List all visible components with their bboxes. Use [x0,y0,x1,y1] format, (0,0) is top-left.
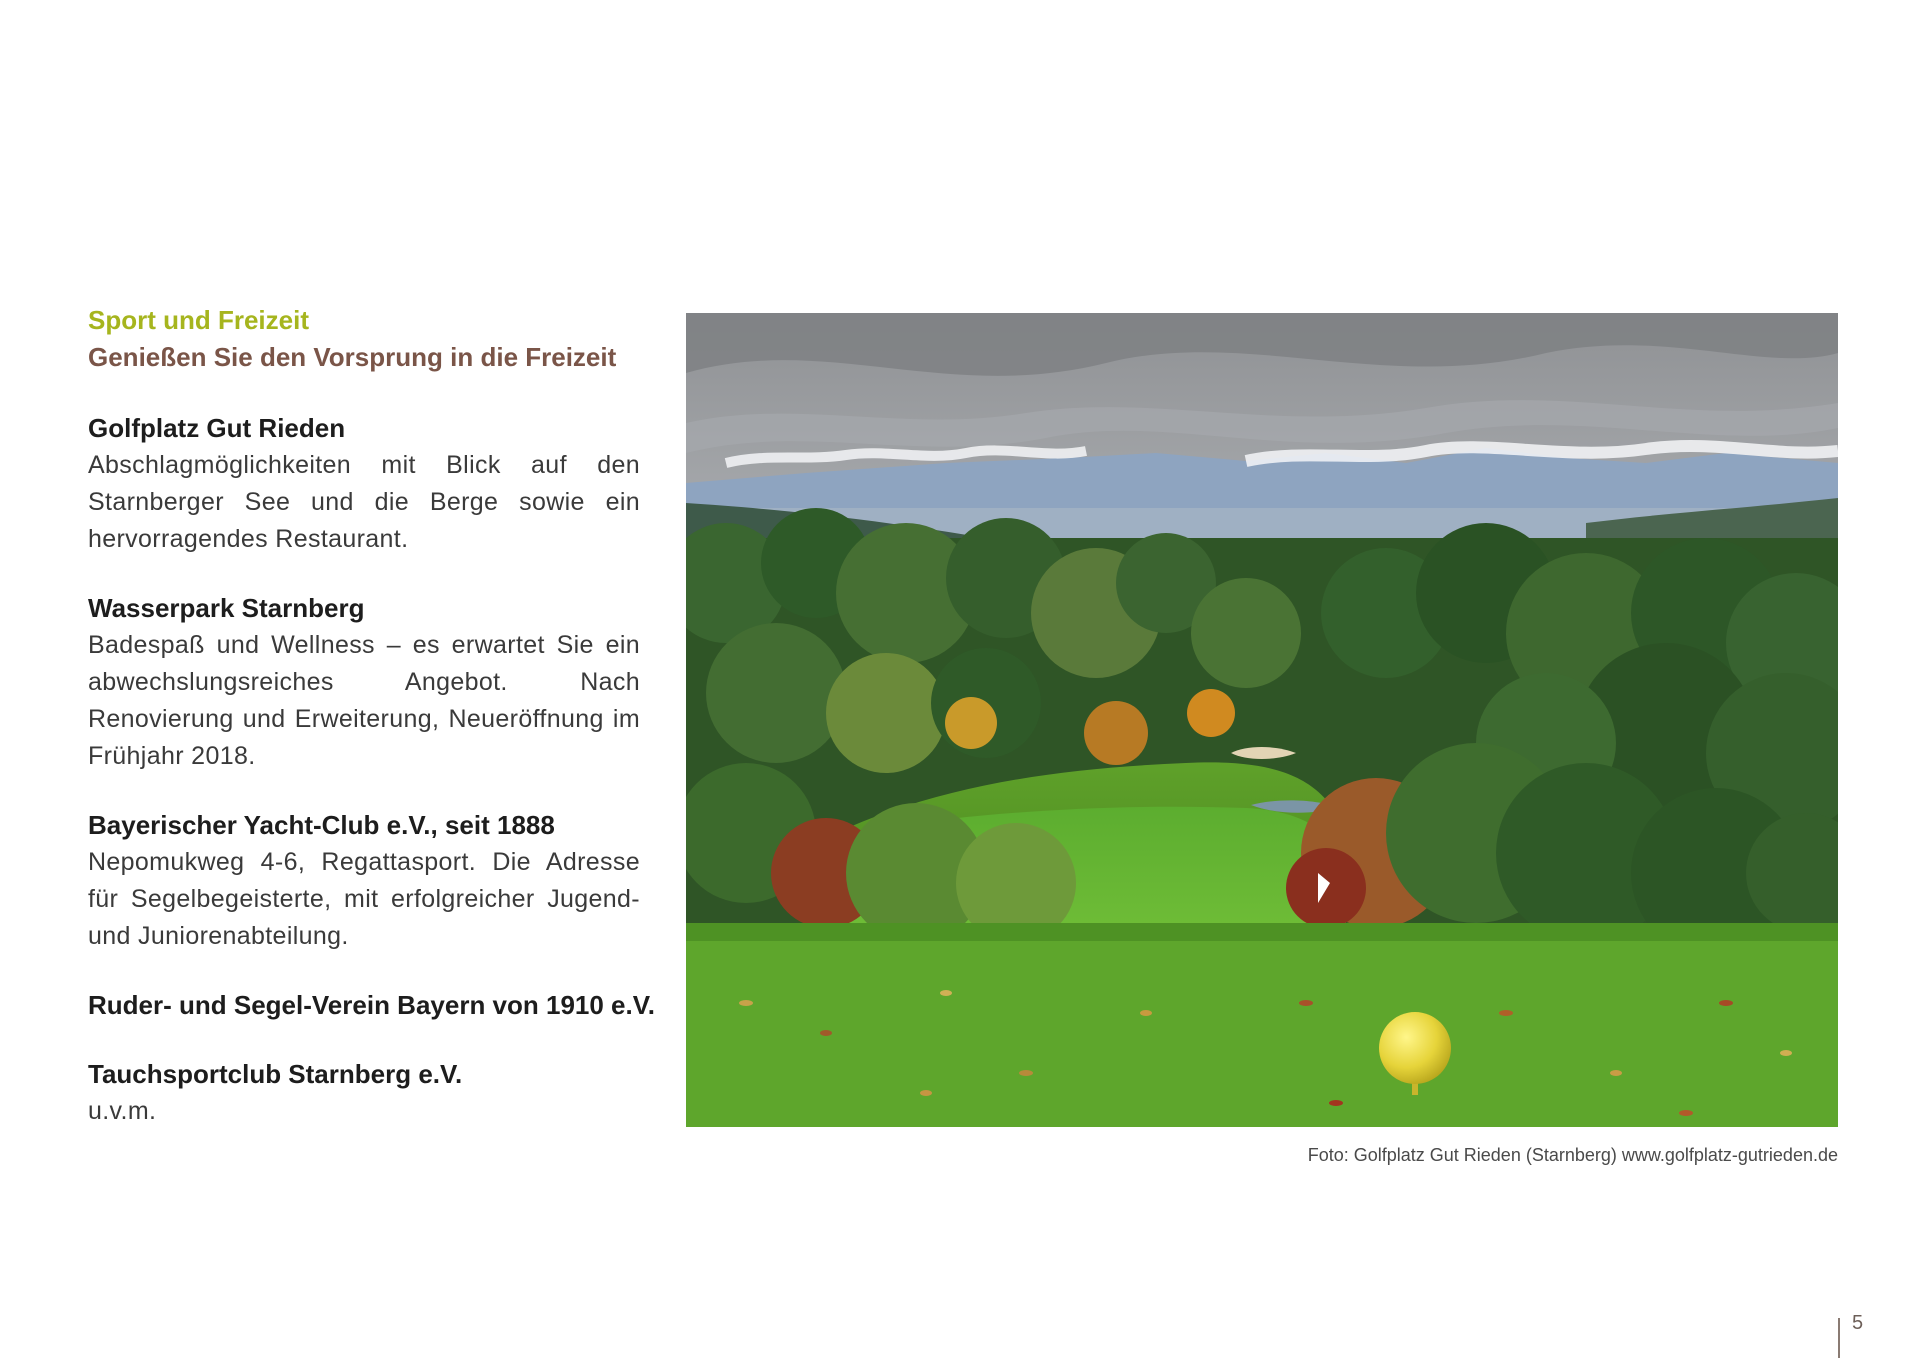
tee-box-grass [686,923,1838,1127]
golf-course-photo [686,313,1838,1127]
entry-tauchsportclub [88,1056,640,1130]
entry-golfplatz [88,410,640,558]
entry-wasserpark [88,590,640,775]
entry-text: u.v.m. [88,1097,157,1125]
entry-title: Tauchsportclub Starnberg e.V. [88,1059,463,1089]
entry-list [88,410,655,1130]
entry-title: Ruder- und Segel-Verein Bayern von 1910 e.V. [88,990,655,1020]
entry-yacht-club [88,807,640,955]
entry-title: Wasserpark Starnberg [88,593,365,623]
golf-ball [1379,1012,1451,1084]
entry-text: Nepomukweg 4-6, Regattasport. Die Adresse für Segelbegeisterte, mit erfolgreicher Jugend- und Juniorenabteilung. [88,848,640,950]
entry-text: Badespaß und Wellness – es erwartet Sie ein abwechslungsreiches Angebot. Nach Renovierung und Erweiterung, Neueröffnung im Frühjahr 2018. [88,631,640,770]
entry-ruder-segel-verein [88,987,655,1024]
page-number: 5 [1852,1312,1864,1334]
tee-box-edge [686,923,1838,941]
entry-title: Golfplatz Gut Rieden [88,413,346,443]
entry-title: Bayerischer Yacht-Club e.V., seit 1888 [88,810,555,840]
section-kicker: Sport und Freizeit [88,305,309,335]
text-column [88,302,655,1162]
page-number-rule [1838,1318,1840,1358]
photo-caption: Foto: Golfplatz Gut Rieden (Starnberg) www.golfplatz-gutrieden.de [1307,1145,1838,1165]
section-subtitle: Genießen Sie den Vorsprung in die Freizeit [88,342,617,372]
golf-course-illustration [686,313,1838,1127]
entry-text: Abschlagmöglichkeiten mit Blick auf den Starnberger See und die Berge sowie ein hervorragendes Restaurant. [88,451,640,553]
